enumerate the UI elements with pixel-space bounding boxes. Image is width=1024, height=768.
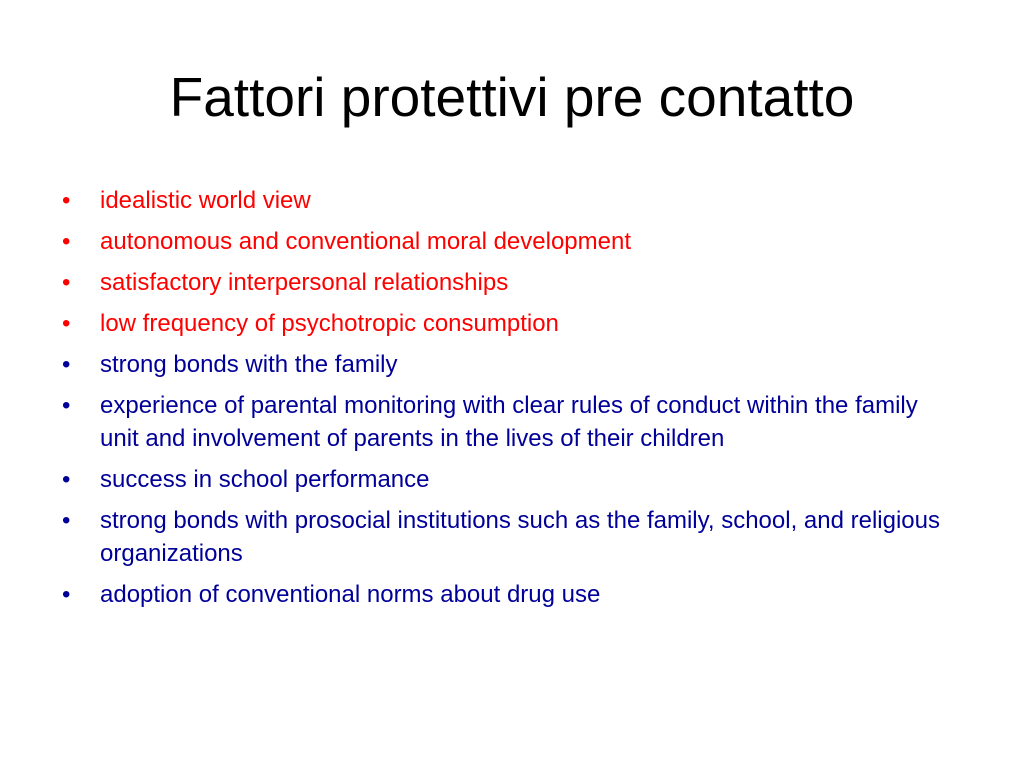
bullet-icon: •	[62, 392, 71, 419]
bullet-icon: •	[62, 351, 71, 378]
bullet-list	[62, 184, 962, 619]
bullet-icon: •	[62, 507, 71, 534]
bullet-icon: •	[62, 228, 71, 255]
bullet-text: autonomous and conventional moral development	[100, 228, 632, 255]
bullet-item	[62, 463, 962, 496]
bullet-item	[62, 266, 962, 299]
bullet-text: satisfactory interpersonal relationships	[100, 269, 509, 296]
bullet-icon: •	[62, 466, 71, 493]
bullet-item	[62, 184, 962, 217]
bullet-text: strong bonds with prosocial institutions such as the family, school, and religious organizations	[100, 507, 940, 567]
bullet-item	[62, 389, 962, 455]
bullet-icon: •	[62, 187, 71, 214]
bullet-text: strong bonds with the family	[100, 351, 398, 378]
bullet-icon: •	[62, 269, 71, 296]
bullet-item	[62, 348, 962, 381]
bullet-text: low frequency of psychotropic consumption	[100, 310, 559, 337]
slide-title: Fattori protettivi pre contatto	[169, 66, 855, 128]
bullet-item	[62, 504, 962, 570]
bullet-icon: •	[62, 310, 71, 337]
bullet-item	[62, 307, 962, 340]
bullet-icon: •	[62, 581, 71, 608]
bullet-text: experience of parental monitoring with clear rules of conduct within the family unit and involvement of parents in the lives of their children	[100, 392, 918, 452]
bullet-text: success in school performance	[100, 466, 430, 493]
bullet-text: adoption of conventional norms about drug use	[100, 581, 601, 608]
bullet-item	[62, 225, 962, 258]
bullet-text: idealistic world view	[100, 187, 311, 214]
bullet-item	[62, 578, 962, 611]
